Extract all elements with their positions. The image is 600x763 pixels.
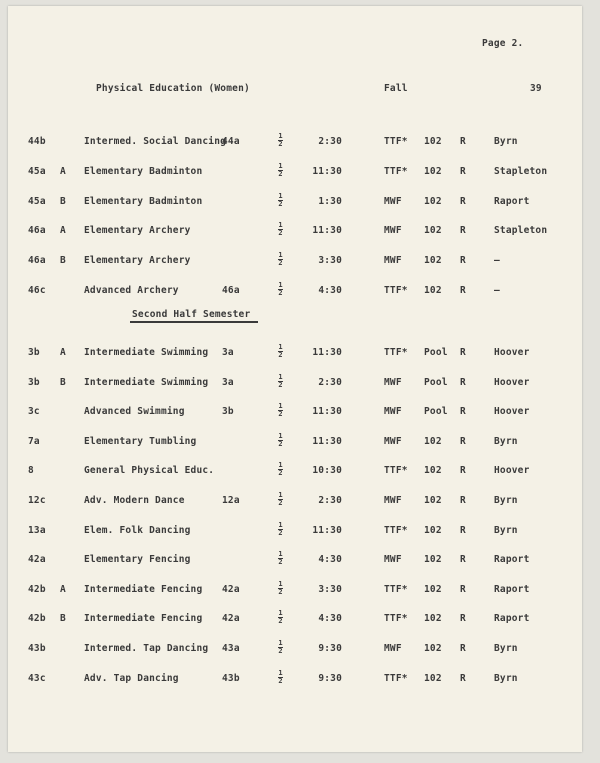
code: R <box>460 524 466 536</box>
prerequisite: 42a <box>222 613 240 625</box>
credit-numerator: 1 <box>278 161 283 170</box>
room: 102 <box>424 613 442 625</box>
class-days: MWF <box>384 255 402 267</box>
course-title: Advanced Archery <box>84 285 179 296</box>
code: R <box>460 406 466 418</box>
instructor: Raport <box>494 195 530 207</box>
schedule-row <box>8 431 582 452</box>
credit-hours <box>278 344 283 359</box>
credit-hours <box>278 640 283 655</box>
room: 102 <box>424 165 442 177</box>
course-number: 46a <box>28 225 46 237</box>
credit-numerator: 1 <box>278 520 283 529</box>
class-time: 11:30 <box>312 524 342 536</box>
class-days: MWF <box>384 554 402 566</box>
course-title: Elementary Badminton <box>84 165 203 177</box>
room: Pool <box>424 347 448 358</box>
class-time: 2:30 <box>318 136 342 147</box>
schedule-row <box>8 461 582 481</box>
credit-numerator: 1 <box>278 402 283 411</box>
room: 102 <box>424 225 442 237</box>
schedule-row <box>8 550 582 570</box>
room: 102 <box>424 285 442 296</box>
section-letter: B <box>60 195 66 207</box>
prerequisite: 3a <box>222 376 234 388</box>
class-time: 11:30 <box>312 406 342 418</box>
course-number: 46a <box>28 255 46 267</box>
credit-hours <box>278 610 283 625</box>
credit-denominator: 2 <box>278 169 283 178</box>
course-number: 13a <box>28 524 46 536</box>
credit-denominator: 2 <box>278 410 283 419</box>
credit-denominator: 2 <box>278 558 283 567</box>
code: R <box>460 376 466 388</box>
credit-denominator: 2 <box>278 647 283 655</box>
instructor: Raport <box>494 583 530 595</box>
class-days: MWF <box>384 406 402 418</box>
code: R <box>460 195 466 207</box>
code: R <box>460 165 466 177</box>
credit-hours <box>278 163 283 178</box>
class-time: 11:30 <box>312 165 342 177</box>
credit-hours <box>278 222 283 237</box>
section-heading-underline <box>130 321 258 323</box>
course-number: 12c <box>28 495 46 506</box>
class-time: 9:30 <box>318 672 342 684</box>
course-number: 46c <box>28 285 46 296</box>
class-days: MWF <box>384 435 402 447</box>
course-number: 3b <box>28 347 40 358</box>
room: 102 <box>424 524 442 536</box>
class-days: TTF* <box>384 465 408 477</box>
credit-denominator: 2 <box>278 469 283 478</box>
course-title: Elem. Folk Dancing <box>84 524 191 536</box>
class-days: MWF <box>384 495 402 506</box>
instructor: Hoover <box>494 406 530 418</box>
room: 102 <box>424 583 442 595</box>
credit-numerator: 1 <box>278 668 283 677</box>
instructor: Raport <box>494 554 530 566</box>
credit-numerator: 1 <box>278 550 283 559</box>
credit-numerator: 1 <box>278 372 283 381</box>
credit-numerator: 1 <box>278 251 283 260</box>
instructor: Byrn <box>494 643 518 654</box>
prerequisite: 12a <box>222 495 240 506</box>
credit-hours <box>278 282 283 297</box>
code: R <box>460 255 466 267</box>
credit-numerator: 1 <box>278 579 283 588</box>
course-number: 8 <box>28 465 34 477</box>
class-time: 11:30 <box>312 435 342 447</box>
credit-numerator: 1 <box>278 639 283 647</box>
schedule-row <box>8 343 582 363</box>
code: R <box>460 465 466 477</box>
credit-denominator: 2 <box>278 140 283 148</box>
document-page <box>8 6 582 752</box>
instructor: Stapleton <box>494 165 548 177</box>
section-letter: B <box>60 376 66 388</box>
credit-denominator: 2 <box>278 380 283 389</box>
instructor: Hoover <box>494 465 530 477</box>
class-days: TTF* <box>384 165 408 177</box>
instructor: Hoover <box>494 347 530 358</box>
credit-hours <box>278 374 283 389</box>
instructor: Stapleton <box>494 225 548 237</box>
course-title: Elementary Tumbling <box>84 435 197 447</box>
class-days: MWF <box>384 225 402 237</box>
credit-denominator: 2 <box>278 229 283 238</box>
instructor: Hoover <box>494 376 530 388</box>
code: R <box>460 583 466 595</box>
catalog-number: 39 <box>530 83 542 94</box>
code: R <box>460 495 466 506</box>
credit-hours <box>278 670 283 685</box>
credit-hours <box>278 133 283 148</box>
room: 102 <box>424 672 442 684</box>
course-number: 45a <box>28 165 46 177</box>
section-letter: B <box>60 255 66 267</box>
section-letter: B <box>60 613 66 625</box>
credit-denominator: 2 <box>278 587 283 596</box>
instructor: — <box>494 255 500 267</box>
room: 102 <box>424 195 442 207</box>
credit-numerator: 1 <box>278 191 283 200</box>
course-number: 42b <box>28 583 46 595</box>
code: R <box>460 672 466 684</box>
credit-numerator: 1 <box>278 281 283 289</box>
prerequisite: 46a <box>222 285 240 296</box>
schedule-row <box>8 609 582 629</box>
credit-denominator: 2 <box>278 351 283 359</box>
credit-hours <box>278 462 283 477</box>
instructor: Raport <box>494 613 530 625</box>
room: 102 <box>424 255 442 267</box>
course-number: 45a <box>28 195 46 207</box>
instructor: Byrn <box>494 435 518 447</box>
instructor: Byrn <box>494 136 518 147</box>
class-days: TTF* <box>384 583 408 595</box>
code: R <box>460 643 466 654</box>
term-label: Fall <box>384 83 408 94</box>
credit-hours <box>278 581 283 596</box>
class-days: TTF* <box>384 347 408 358</box>
schedule-row <box>8 639 582 659</box>
credit-numerator: 1 <box>278 343 283 351</box>
course-number: 3b <box>28 376 40 388</box>
instructor: Byrn <box>494 524 518 536</box>
class-days: TTF* <box>384 524 408 536</box>
credit-hours <box>278 522 283 537</box>
room: Pool <box>424 376 448 388</box>
course-title: Elementary Archery <box>84 225 191 237</box>
credit-numerator: 1 <box>278 431 283 440</box>
class-time: 4:30 <box>318 613 342 625</box>
class-time: 3:30 <box>318 255 342 267</box>
class-time: 2:30 <box>318 495 342 506</box>
class-time: 4:30 <box>318 285 342 296</box>
course-title: General Physical Educ. <box>84 465 215 477</box>
credit-hours <box>278 551 283 566</box>
credit-denominator: 2 <box>278 439 283 448</box>
prerequisite: 43b <box>222 672 240 684</box>
course-title: Elementary Archery <box>84 255 191 267</box>
course-title: Adv. Tap Dancing <box>84 672 179 684</box>
course-title: Intermed. Social Dancing <box>84 136 227 147</box>
class-time: 4:30 <box>318 554 342 566</box>
course-number: 7a <box>28 435 40 447</box>
credit-hours <box>278 193 283 208</box>
schedule-row <box>8 251 582 271</box>
course-title: Elementary Badminton <box>84 195 203 207</box>
course-number: 43b <box>28 643 46 654</box>
code: R <box>460 285 466 296</box>
code: R <box>460 136 466 147</box>
credit-denominator: 2 <box>278 259 283 268</box>
room: 102 <box>424 643 442 654</box>
schedule-row <box>8 668 582 689</box>
course-title: Intermediate Swimming <box>84 376 209 388</box>
course-number: 3c <box>28 406 40 418</box>
credit-denominator: 2 <box>278 676 283 685</box>
schedule-row <box>8 491 582 511</box>
credit-numerator: 1 <box>278 461 283 470</box>
schedule-row <box>8 161 582 182</box>
course-title: Intermediate Fencing <box>84 583 203 595</box>
prerequisite: 42a <box>222 583 240 595</box>
credit-hours <box>278 492 283 507</box>
credit-denominator: 2 <box>278 199 283 208</box>
credit-numerator: 1 <box>278 491 283 499</box>
class-time: 3:30 <box>318 583 342 595</box>
class-time: 1:30 <box>318 195 342 207</box>
course-number: 42b <box>28 613 46 625</box>
code: R <box>460 225 466 237</box>
course-title: Elementary Fencing <box>84 554 191 566</box>
section-letter: A <box>60 165 66 177</box>
instructor: Byrn <box>494 672 518 684</box>
schedule-row <box>8 402 582 422</box>
class-days: TTF* <box>384 285 408 296</box>
room: Pool <box>424 406 448 418</box>
credit-hours <box>278 403 283 418</box>
prerequisite: 3b <box>222 406 234 418</box>
code: R <box>460 613 466 625</box>
section-heading: Second Half Semester <box>132 309 251 320</box>
class-time: 11:30 <box>312 347 342 358</box>
class-time: 11:30 <box>312 225 342 237</box>
class-days: TTF* <box>384 136 408 147</box>
page-number-label: Page 2. <box>482 38 524 49</box>
code: R <box>460 347 466 358</box>
code: R <box>460 435 466 447</box>
course-title: Intermediate Fencing <box>84 613 203 625</box>
course-title: Adv. Modern Dance <box>84 495 185 506</box>
room: 102 <box>424 465 442 477</box>
section-letter: A <box>60 347 66 358</box>
class-days: MWF <box>384 195 402 207</box>
schedule-row <box>8 372 582 393</box>
room: 102 <box>424 435 442 447</box>
class-days: TTF* <box>384 672 408 684</box>
course-title: Intermed. Tap Dancing <box>84 643 209 654</box>
room: 102 <box>424 495 442 506</box>
prerequisite: 3a <box>222 347 234 358</box>
course-number: 42a <box>28 554 46 566</box>
class-time: 10:30 <box>312 465 342 477</box>
credit-denominator: 2 <box>278 617 283 626</box>
schedule-row <box>8 520 582 541</box>
schedule-row <box>8 191 582 212</box>
credit-hours <box>278 252 283 267</box>
credit-denominator: 2 <box>278 528 283 537</box>
class-days: MWF <box>384 376 402 388</box>
instructor: — <box>494 285 500 296</box>
credit-hours <box>278 433 283 448</box>
credit-denominator: 2 <box>278 499 283 507</box>
credit-numerator: 1 <box>278 609 283 618</box>
prerequisite: 43a <box>222 643 240 654</box>
course-title: Advanced Swimming <box>84 406 185 418</box>
class-time: 9:30 <box>318 643 342 654</box>
class-time: 2:30 <box>318 376 342 388</box>
schedule-row <box>8 221 582 241</box>
schedule-row <box>8 132 582 152</box>
course-title: Intermediate Swimming <box>84 347 209 358</box>
credit-denominator: 2 <box>278 289 283 297</box>
schedule-row <box>8 579 582 600</box>
course-number: 43c <box>28 672 46 684</box>
class-days: TTF* <box>384 613 408 625</box>
prerequisite: 44a <box>222 136 240 147</box>
class-days: MWF <box>384 643 402 654</box>
credit-numerator: 1 <box>278 132 283 140</box>
room: 102 <box>424 554 442 566</box>
section-letter: A <box>60 225 66 237</box>
document-title: Physical Education (Women) <box>96 83 250 94</box>
schedule-row <box>8 281 582 301</box>
credit-numerator: 1 <box>278 221 283 230</box>
course-number: 44b <box>28 136 46 147</box>
section-letter: A <box>60 583 66 595</box>
code: R <box>460 554 466 566</box>
instructor: Byrn <box>494 495 518 506</box>
room: 102 <box>424 136 442 147</box>
